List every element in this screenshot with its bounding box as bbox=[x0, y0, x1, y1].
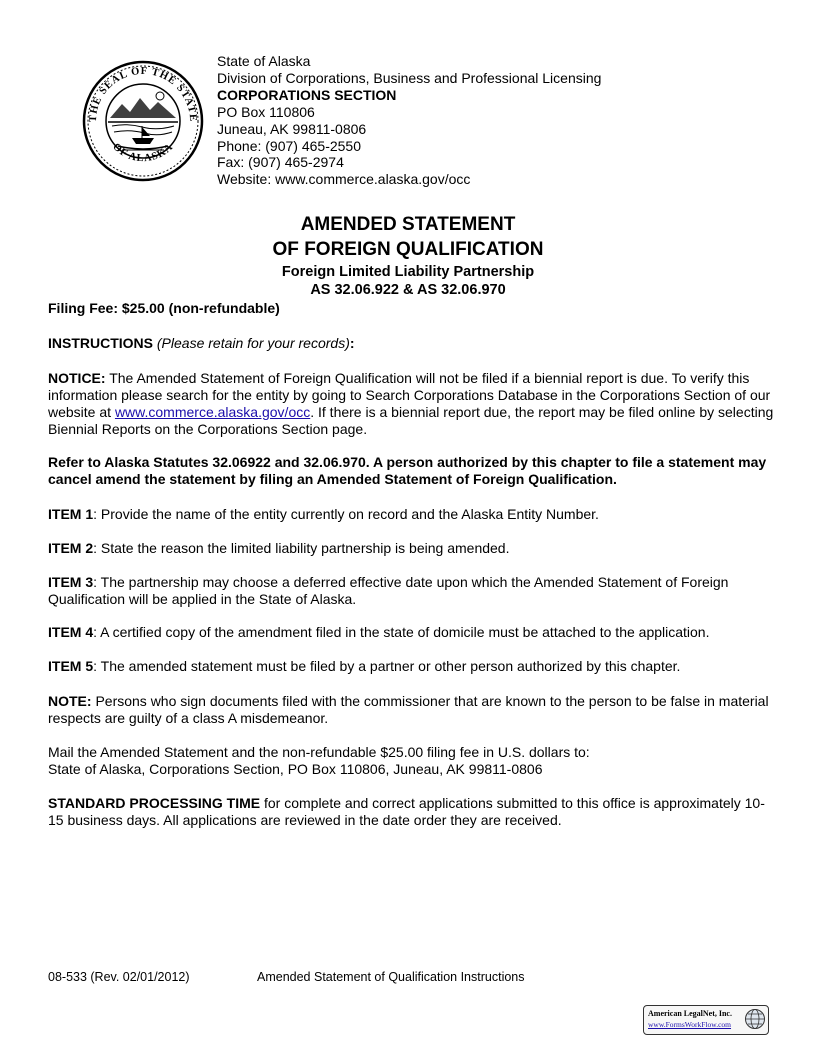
processing-label: STANDARD PROCESSING TIME bbox=[48, 795, 261, 811]
filing-fee: Filing Fee: $25.00 (non-refundable) bbox=[48, 300, 280, 316]
statute-refer-paragraph: Refer to Alaska Statutes 32.06922 and 32.06.970. A person authorized by this chapter to file a statement may cancel amend the statement by filing an Amended Statement of Foreign Qualification. bbox=[48, 454, 767, 487]
notice-text-2: . If there is a biennial report due, the report may be filed online by selecting Biennial Reports on the Corporations Section page. bbox=[48, 404, 774, 437]
item-4-text: : A certified copy of the amendment filed in the state of domicile must be attached to the application. bbox=[93, 624, 710, 640]
mail-paragraph bbox=[48, 744, 774, 778]
document-title-line-2: OF FOREIGN QUALIFICATION bbox=[272, 239, 544, 260]
item-3-text: : The partnership may choose a deferred effective date upon which the Amended Statement of Foreign Qualification will be applied in the State of Alaska. bbox=[48, 574, 729, 607]
item-3 bbox=[48, 574, 774, 608]
notice-label: NOTICE: bbox=[48, 370, 106, 386]
svg-text:OF ALASKA bbox=[110, 141, 175, 164]
badge-company: American LegalNet, Inc. bbox=[648, 1009, 732, 1018]
mail-line-1: Mail the Amended Statement and the non-refundable $25.00 filing fee in U.S. dollars to: bbox=[48, 744, 590, 760]
note-paragraph bbox=[48, 693, 774, 727]
item-1-label: ITEM 1 bbox=[48, 506, 94, 522]
mail-address: State of Alaska, Corporations Section, PO Box 110806, Juneau, AK 99811-0806 bbox=[48, 761, 543, 777]
agency-website: Website: www.commerce.alaska.gov/occ bbox=[217, 171, 471, 188]
item-5-label: ITEM 5 bbox=[48, 658, 94, 674]
note-label: NOTE: bbox=[48, 693, 92, 709]
agency-section: CORPORATIONS SECTION bbox=[217, 86, 397, 103]
item-5 bbox=[48, 658, 774, 675]
instructions-label: INSTRUCTIONS bbox=[48, 335, 153, 351]
item-2-label: ITEM 2 bbox=[48, 540, 94, 556]
item-3-label: ITEM 3 bbox=[48, 574, 94, 590]
form-number: 08-533 (Rev. 02/01/2012) bbox=[48, 970, 190, 984]
processing-text: for complete and correct applications submitted to this office is approximately 10-15 business days. All applications are reviewed in the date order they are received. bbox=[48, 795, 765, 828]
instructions-colon: : bbox=[349, 335, 355, 351]
document-title-line-1: AMENDED STATEMENT bbox=[300, 214, 516, 235]
instructions-heading bbox=[48, 335, 774, 352]
agency-header bbox=[217, 53, 601, 188]
item-1 bbox=[48, 506, 774, 523]
item-5-text: : The amended statement must be filed by a partner or other person authorized by this chapter. bbox=[93, 658, 681, 674]
item-1-text: : Provide the name of the entity currently on record and the Alaska Entity Number. bbox=[93, 506, 599, 522]
state-seal-image bbox=[82, 60, 204, 182]
agency-city: Juneau, AK 99811-0806 bbox=[217, 120, 367, 137]
website-link[interactable]: www.commerce.alaska.gov/occ bbox=[114, 404, 311, 420]
notice-paragraph bbox=[48, 370, 774, 438]
item-2 bbox=[48, 540, 774, 557]
form-title: Amended Statement of Qualification Instructions bbox=[257, 970, 525, 984]
badge-url[interactable]: www.FormsWorkFlow.com bbox=[648, 1020, 732, 1029]
agency-fax: Fax: (907) 465-2974 bbox=[217, 154, 344, 171]
agency-division: Division of Corporations, Business and Professional Licensing bbox=[217, 69, 602, 86]
item-4-label: ITEM 4 bbox=[48, 624, 94, 640]
processing-paragraph bbox=[48, 795, 774, 829]
globe-icon bbox=[744, 1008, 766, 1030]
notice-text-1: The Amended Statement of Foreign Qualification will not be filed if a biennial report is due. To verify this information please search for the entity by going to Search Corporations Database in the Corporations Section of our website at bbox=[48, 370, 771, 420]
agency-po-box: PO Box 110806 bbox=[217, 103, 315, 120]
statute-reference: AS 32.06.922 & AS 32.06.970 bbox=[310, 282, 506, 298]
legalnet-badge[interactable] bbox=[643, 1005, 769, 1035]
seal-top-text: THE SEAL OF THE STATE bbox=[87, 65, 199, 123]
agency-phone: Phone: (907) 465-2550 bbox=[217, 137, 361, 154]
seal-bottom-text: OF ALASKA bbox=[110, 141, 176, 165]
note-text: Persons who sign documents filed with the commissioner that are known to the person to be false in material respects are guilty of a class A misdemeanor. bbox=[48, 693, 769, 726]
agency-state: State of Alaska bbox=[217, 53, 311, 69]
document-subtitle: Foreign Limited Liability Partnership bbox=[281, 264, 535, 280]
item-2-text: : State the reason the limited liability partnership is being amended. bbox=[93, 540, 510, 556]
item-4 bbox=[48, 624, 774, 641]
instructions-note: (Please retain for your records) bbox=[156, 335, 350, 351]
